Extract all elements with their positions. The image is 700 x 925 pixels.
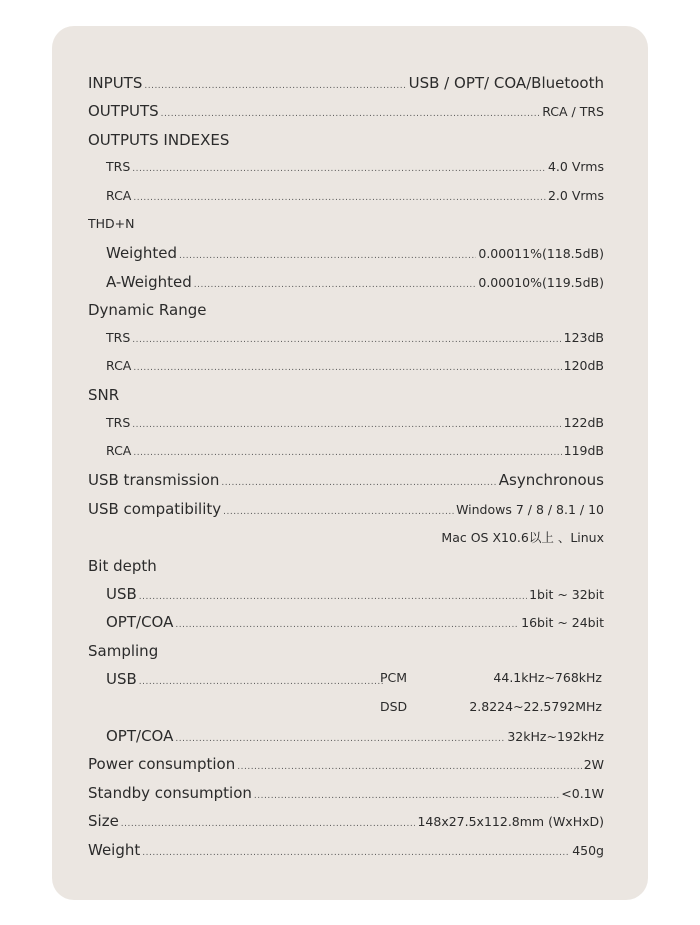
dot-leader [133, 363, 561, 373]
spec-row-weighted [88, 244, 604, 272]
spec-value: RCA / TRS [542, 104, 604, 120]
spec-row-rca-output [88, 188, 604, 216]
format-tag: PCM [380, 670, 408, 686]
spec-value: 119dB [563, 443, 604, 459]
spec-heading: Bit depth [88, 556, 157, 575]
spec-heading-bit-depth [88, 557, 604, 585]
spec-label: Size [88, 812, 119, 831]
dot-leader [121, 819, 416, 829]
dot-leader [139, 677, 383, 687]
spec-label: RCA [106, 187, 132, 203]
spec-label: USB [106, 585, 137, 604]
dot-leader [133, 448, 561, 458]
spec-value: 148x27.5x112.8mm (WxHxD) [417, 814, 604, 830]
spec-row-weight [88, 841, 604, 869]
spec-label: OPT/COA [106, 613, 174, 632]
spec-value: 4.0 Vrms [547, 159, 604, 175]
spec-label: RCA [106, 357, 132, 373]
dot-leader [254, 791, 559, 801]
spec-row-optcoa-bit-depth [88, 613, 604, 641]
spec-label: TRS [106, 329, 131, 345]
spec-label: OPT/COA [106, 726, 174, 745]
dot-leader [175, 734, 505, 744]
spec-label: Weighted [106, 244, 178, 263]
spec-label: RCA [106, 443, 132, 459]
spec-heading: THD+N [88, 215, 135, 231]
spec-row-usb-dsd [88, 699, 604, 727]
dot-leader [144, 81, 406, 91]
spec-value: 0.00010%(119.5dB) [478, 274, 604, 290]
spec-row-usb-compatibility [88, 500, 604, 528]
spec-row-rca-snr [88, 443, 604, 471]
spec-row-outputs [88, 102, 604, 130]
spec-heading: OUTPUTS INDEXES [88, 130, 230, 149]
spec-heading-thdn [88, 216, 604, 244]
spec-row-usb-pcm [88, 670, 604, 698]
spec-value: 2W [583, 757, 604, 773]
dot-leader [221, 478, 496, 488]
spec-row-a-weighted [88, 273, 604, 301]
spec-value: 1bit ~ 32bit [529, 587, 604, 603]
spec-value: 2.0 Vrms [547, 187, 604, 203]
spec-row-power-consumption [88, 755, 604, 783]
spec-heading-sampling [88, 642, 604, 670]
spec-value: 450g [572, 842, 604, 858]
spec-value: Mac OS X10.6以上 、Linux [441, 530, 604, 546]
spec-value: Asynchronous [498, 471, 604, 490]
spec-row-trs-dr [88, 330, 604, 358]
spec-row-size [88, 812, 604, 840]
spec-row-usb-transmission [88, 471, 604, 499]
spec-label: Power consumption [88, 755, 236, 774]
spec-label: Weight [88, 840, 141, 859]
format-tag: DSD [380, 698, 408, 714]
spec-heading-dynamic-range [88, 301, 604, 329]
spec-list [88, 74, 604, 869]
spec-value: 122dB [563, 414, 604, 430]
spec-value: Windows 7 / 8 / 8.1 / 10 [456, 501, 604, 517]
dot-leader [132, 420, 561, 430]
spec-label: USB compatibility [88, 499, 222, 518]
dot-leader [237, 762, 581, 772]
spec-value: <0.1W [561, 785, 604, 801]
dot-leader [194, 280, 477, 290]
spec-row-trs-output [88, 159, 604, 187]
spec-label: Standby consumption [88, 783, 252, 802]
dot-leader [142, 848, 570, 858]
spec-heading: Sampling [88, 641, 159, 660]
spec-value: 123dB [563, 329, 604, 345]
spec-row-trs-snr [88, 415, 604, 443]
spec-label: USB transmission [88, 471, 220, 490]
dot-leader [179, 251, 476, 261]
spec-row-usb-compatibility-cont [88, 528, 604, 556]
spec-row-rca-dr [88, 358, 604, 386]
dot-leader [175, 620, 519, 630]
dot-leader [223, 507, 454, 517]
dot-leader [139, 592, 527, 602]
spec-row-standby-consumption [88, 784, 604, 812]
dot-leader [133, 193, 546, 203]
spec-label: TRS [106, 414, 131, 430]
dot-leader [132, 164, 546, 174]
spec-heading-snr [88, 386, 604, 414]
spec-value: 44.1kHz~768kHz [493, 670, 602, 686]
spec-value: 120dB [563, 357, 604, 373]
spec-label: USB [106, 670, 137, 689]
spec-heading: SNR [88, 386, 120, 405]
spec-row-inputs [88, 74, 604, 102]
spec-value: 16bit ~ 24bit [521, 615, 604, 631]
spec-value: USB / OPT/ COA/Bluetooth [408, 74, 604, 92]
spec-heading-outputs-indexes [88, 131, 604, 159]
spec-heading: Dynamic Range [88, 301, 207, 320]
spec-value: 32kHz~192kHz [507, 728, 604, 744]
spec-value: 0.00011%(118.5dB) [478, 246, 604, 262]
spec-label: OUTPUTS [88, 102, 159, 121]
spec-label: TRS [106, 159, 131, 175]
spec-row-optcoa-sampling [88, 727, 604, 755]
spec-row-usb-bit-depth [88, 585, 604, 613]
spec-label: INPUTS [88, 74, 143, 92]
spec-label: A-Weighted [106, 272, 192, 291]
dot-leader [161, 109, 541, 119]
spec-value: 2.8224~22.5792MHz [469, 698, 602, 714]
dot-leader [132, 335, 561, 345]
